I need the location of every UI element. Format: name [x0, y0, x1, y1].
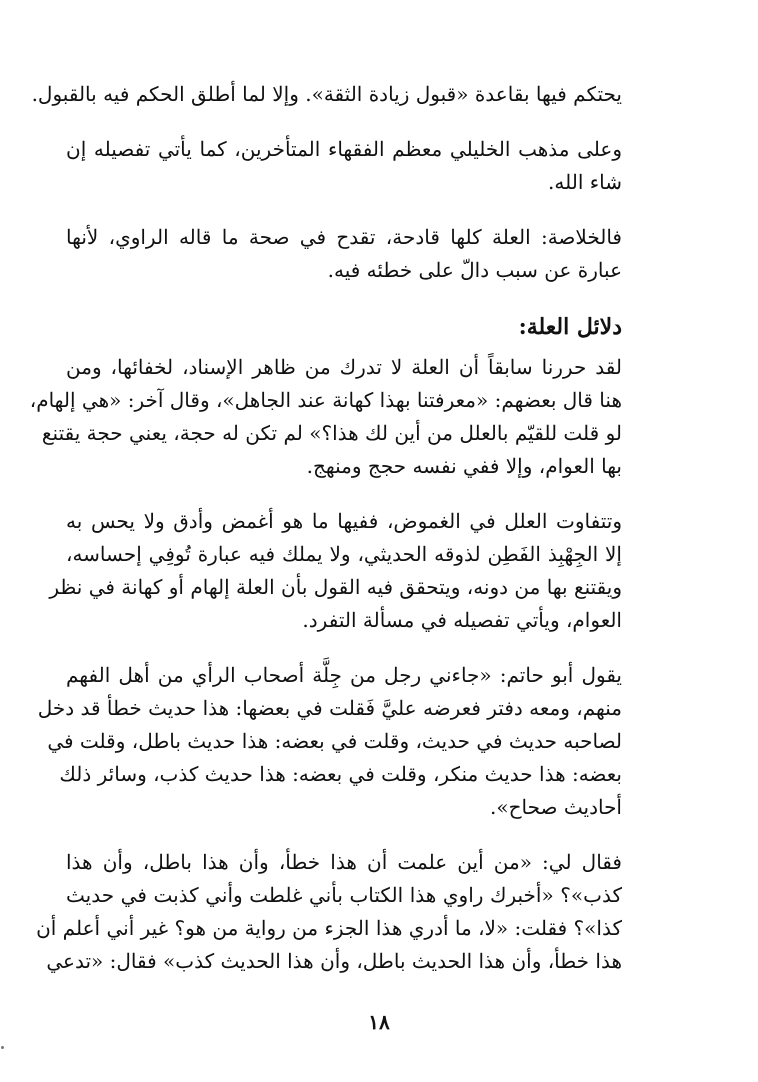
text-line: وتتفاوت العلل في الغموض، ففيها ما هو أغمض وأدق ولا يحس به	[66, 509, 622, 533]
text-line: يقول أبو حاتم: «جاءني رجل من جِلَّة أصحاب الرأي من أهل الفهم	[66, 663, 622, 687]
paragraph-abu-hatim	[37, 659, 622, 824]
paragraph-summary	[66, 221, 622, 287]
text-line: كذب»؟ «أخبرك راوي هذا الكتاب بأني غلطت وأني كذبت في حديث	[66, 883, 622, 907]
page-number: ١٨	[368, 1010, 390, 1034]
section-heading: دلائل العلة:	[518, 314, 622, 340]
text-line: فالخلاصة: العلة كلها قادحة، تقدح في صحة ما قاله الراوي، لأنها	[66, 225, 622, 249]
text-line: بها العوام، وإلا ففي نفسه حجج ومنهج.	[306, 454, 622, 478]
page-body	[29, 78, 622, 1000]
text-line: أحاديث صحاح».	[490, 795, 622, 819]
paragraph-khalili	[66, 133, 622, 199]
text-line: لصاحبه حديث في حديث، وقلت في بعضه: هذا حديث باطل، وقلت في	[47, 729, 622, 753]
text-line: عبارة عن سبب دالّ على خطئه فيه.	[327, 258, 622, 282]
text-line: كذا»؟ فقلت: «لا، ما أدري هذا الجزء من رواية من هو؟ غير أني أعلم أن	[36, 916, 622, 940]
text-line: وعلى مذهب الخليلي معظم الفقهاء المتأخرين، كما يأتي تفصيله إن	[66, 137, 622, 161]
paragraph-dialogue	[36, 846, 622, 978]
text-line: يحتكم فيها بقاعدة «قبول زيادة الثقة». وإلا لما أطلق الحكم فيه بالقبول.	[31, 82, 622, 106]
text-line: العوام، ويأتي تفصيله في مسألة التفرد.	[302, 608, 622, 632]
text-line: شاء الله.	[548, 170, 622, 194]
paragraph-variation	[49, 505, 622, 637]
text-line: هذا خطأ، وأن هذا الحديث باطل، وأن هذا الحديث كذب» فقال: «تدعي	[46, 949, 622, 973]
paragraph-continuation	[31, 78, 622, 111]
text-line: بعضه: هذا حديث منكر، وقلت في بعضه: هذا حديث كذب، وسائر ذلك	[59, 762, 622, 786]
scan-speck	[1, 1046, 4, 1049]
paragraph-intro	[29, 351, 622, 483]
text-line: لو قلت للقيّم بالعلل من أين لك هذا؟» لم تكن له حجة، يعني حجة يقتنع	[41, 421, 622, 445]
text-line: ويقتنع بها من دونه، ويتحقق فيه القول بأن العلة إلهام أو كهانة في نظر	[49, 575, 622, 599]
text-line: منهم، ومعه دفتر فعرضه عليَّ فَقلت في بعضها: هذا حديث خطأ قد دخل	[37, 696, 622, 720]
text-line: إلا الجِهْبِذ الفَطِن لذوقه الحديثي، ولا يملك فيه عبارة تُوفِي إحساسه،	[66, 542, 622, 566]
text-line: لقد حررنا سابقاً أن العلة لا تدرك من ظاهر الإسناد، لخفائها، ومن	[66, 355, 622, 379]
text-line: فقال لي: «من أين علمت أن هذا خطأ، وأن هذا باطل، وأن هذا	[66, 850, 622, 874]
text-line: هنا قال بعضهم: «معرفتنا بهذا كهانة عند الجاهل»، وقال آخر: «هي إلهام،	[29, 388, 622, 412]
